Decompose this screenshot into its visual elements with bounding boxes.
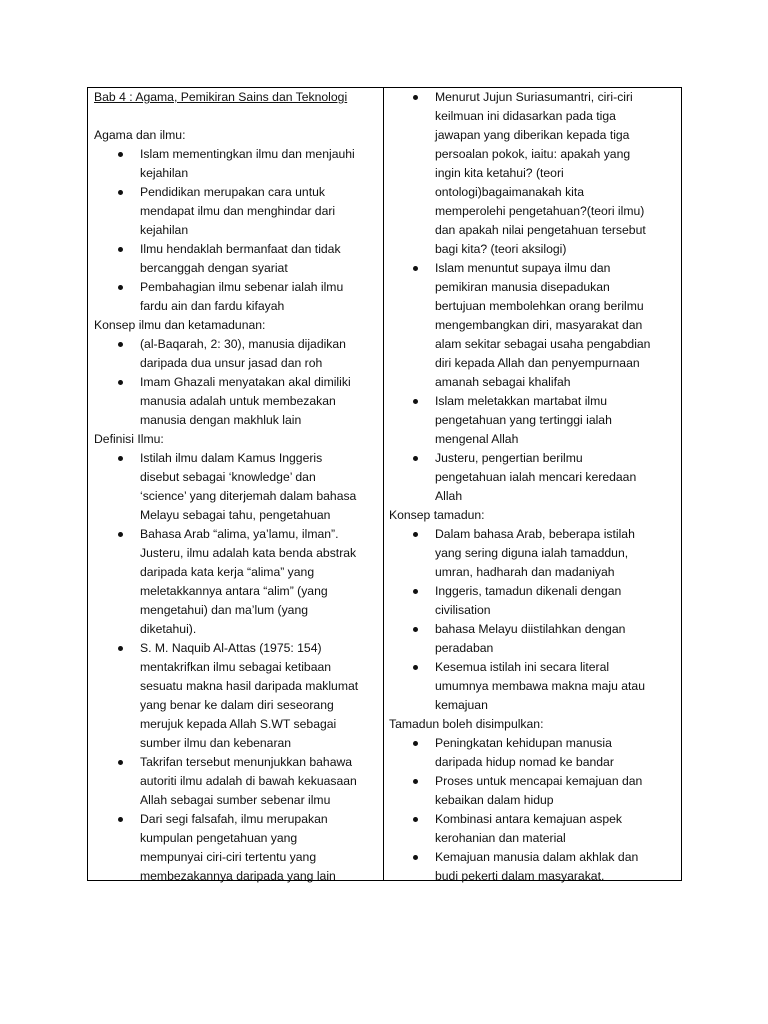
list-item-line: memperolehi pengetahuan?(teori ilmu) [435,204,645,218]
bullet-icon [118,247,123,252]
list-item-line: Dari segi falsafah, ilmu merupakan [140,812,328,826]
list-item-line: Pembahagian ilmu sebenar ialah ilmu [140,280,344,294]
list-item-line: ‘science’ yang diterjemah dalam bahasa [140,489,357,503]
bullet-icon [413,665,418,670]
list-item-line: Menurut Jujun Suriasumantri, ciri-ciri [435,90,633,104]
list-item-line: daripada kata kerja “alima” yang [140,565,315,579]
section-heading: Agama dan ilmu: [94,128,186,142]
list-item-line: bagi kita? (teori aksilogi) [435,242,567,256]
section-right-section-0 [389,88,675,506]
list-item-line: meletakkannya antara “alim” (yang [140,584,328,598]
list-item-line: umumnya membawa makna maju atau [435,679,645,693]
list-item-line: Pendidikan merupakan cara untuk [140,185,325,199]
bullet-icon [413,456,418,461]
list-item-line: autoriti ilmu adalah di bawah kekuasaan [140,774,357,788]
list-item-line: (al-Baqarah, 2: 30), manusia dijadikan [140,337,346,351]
bullet-list [389,734,675,886]
list-item-line: Ilmu hendaklah bermanfaat dan tidak [140,242,341,256]
list-item-line: persoalan pokok, iaitu: apakah yang [435,147,631,161]
list-item-line: Proses untuk mencapai kemajuan dan [435,774,643,788]
list-item-line: yang sering diguna ialah tamaddun, [435,546,629,560]
list-item-line: bercanggah dengan syariat [140,261,288,275]
list-item-line: Kemajuan manusia dalam akhlak dan [435,850,639,864]
list-item-line: manusia adalah untuk membezakan [140,394,336,408]
list-item-line: keilmuan ini didasarkan pada tiga [435,109,616,123]
list-item [94,278,377,316]
list-item [94,525,377,639]
section-heading: Konsep tamadun: [389,508,485,522]
list-item-line: bahasa Melayu diistilahkan dengan [435,622,626,636]
list-item-line: pemikiran manusia disepadukan [435,280,610,294]
list-item-line: fardu ain dan fardu kifayah [140,299,285,313]
bullet-icon [413,399,418,404]
list-item [94,810,377,886]
list-item-line: dan apakah nilai pengetahuan tersebut [435,223,646,237]
list-item-line: ingin kita ketahui? (teori [435,166,564,180]
bullet-list [94,449,377,886]
list-item-line: kebaikan dalam hidup [435,793,554,807]
section-tamadun-boleh-disimpulkan [389,715,675,886]
list-item [389,620,675,658]
list-item-line: alam sekitar sebagai usaha pengabdian [435,337,651,351]
bullet-icon [118,152,123,157]
bullet-icon [118,285,123,290]
list-item [389,392,675,449]
list-item-line: ontologi)bagaimanakah kita [435,185,585,199]
list-item [389,449,675,506]
bullet-icon [118,817,123,822]
list-item-line: Bahasa Arab “alima, ya’lamu, ilman”. [140,527,339,541]
list-item [389,259,675,392]
list-item-line: S. M. Naquib Al-Attas (1975: 154) [140,641,322,655]
list-item-line: Istilah ilmu dalam Kamus Inggeris [140,451,323,465]
bullet-icon [118,646,123,651]
list-item-line: Justeru, pengertian berilmu [435,451,583,465]
list-item-line: Imam Ghazali menyatakan akal dimiliki [140,375,351,389]
list-item-line: diri kepada Allah dan penyempurnaan [435,356,640,370]
list-item-line: mendapat ilmu dan menghindar dari [140,204,336,218]
bullet-icon [413,817,418,822]
list-item-line: kumpulan pengetahuan yang [140,831,298,845]
list-item-line: membezakannya daripada yang lain [140,869,336,883]
list-item-line: civilisation [435,603,491,617]
list-item [389,582,675,620]
list-item-line: kejahilan [140,166,189,180]
bullet-icon [118,760,123,765]
bullet-icon [413,589,418,594]
list-item-line: Allah [435,489,463,503]
list-item-line: Inggeris, tamadun dikenali dengan [435,584,622,598]
list-item [94,753,377,810]
list-item [389,734,675,772]
section-heading: Tamadun boleh disimpulkan: [389,717,544,731]
list-item-line: amanah sebagai khalifah [435,375,571,389]
list-item-line: jawapan yang diberikan kepada tiga [435,128,630,142]
bullet-icon [118,456,123,461]
list-item-line: Kesemua istilah ini secara literal [435,660,610,674]
list-item-line: mentakrifkan ilmu sebagai ketibaan [140,660,332,674]
bullet-icon [413,95,418,100]
section-heading: Definisi Ilmu: [94,432,164,446]
section-heading: Konsep ilmu dan ketamadunan: [94,318,266,332]
list-item-line: bertujuan membolehkan orang berilmu [435,299,644,313]
list-item [389,88,675,259]
list-item-line: kejahilan [140,223,189,237]
bullet-list [389,88,675,506]
list-item [94,639,377,753]
list-item-line: sesuatu makna hasil daripada maklumat [140,679,359,693]
bullet-icon [118,380,123,385]
list-item-line: Kombinasi antara kemajuan aspek [435,812,622,826]
bullet-icon [413,741,418,746]
list-item-line: kerohanian dan material [435,831,566,845]
list-item-line: yang benar ke dalam diri seseorang [140,698,334,712]
list-item [94,449,377,525]
list-item-line: mengembangkan diri, masyarakat dan [435,318,643,332]
list-item [94,373,377,430]
list-item-line: mengetahui) dan ma’lum (yang [140,603,309,617]
list-item-line: diketahui). [140,622,197,636]
notes-table [87,87,682,881]
right-column [384,88,681,883]
list-item-line: merujuk kepada Allah S.WT sebagai [140,717,337,731]
list-item-line: peradaban [435,641,494,655]
list-item-line: daripada dua unsur jasad dan roh [140,356,323,370]
bullet-icon [413,266,418,271]
list-item-line: pengetahuan yang tertinggi ialah [435,413,612,427]
list-item-line: budi pekerti dalam masyarakat. [435,869,605,883]
left-column [88,88,384,883]
list-item [389,658,675,715]
list-item-line: Justeru, ilmu adalah kata benda abstrak [140,546,357,560]
list-item-line: Dalam bahasa Arab, beberapa istilah [435,527,635,541]
bullet-icon [413,855,418,860]
list-item-line: umran, hadharah dan madaniyah [435,565,615,579]
list-item [94,335,377,373]
list-item [389,525,675,582]
list-item-line: Allah sebagai sumber sebenar ilmu [140,793,331,807]
bullet-icon [118,342,123,347]
list-item-line: mempunyai ciri-ciri tertentu yang [140,850,317,864]
list-item [94,183,377,240]
section-definisi-ilmu [94,430,377,886]
bullet-icon [413,627,418,632]
list-item-line: pengetahuan ialah mencari keredaan [435,470,637,484]
list-item-line: Islam menuntut supaya ilmu dan [435,261,611,275]
bullet-icon [118,532,123,537]
chapter-title: Bab 4 : Agama, Pemikiran Sains dan Teknologi [94,90,348,104]
list-item-line: Takrifan tersebut menunjukkan bahawa [140,755,353,769]
list-item-line: Islam meletakkan martabat ilmu [435,394,608,408]
list-item-line: daripada hidup nomad ke bandar [435,755,614,769]
list-item [389,848,675,886]
list-item [389,810,675,848]
list-item-line: Islam mementingkan ilmu dan menjauhi [140,147,355,161]
list-item [389,772,675,810]
bullet-list [94,335,377,430]
list-item-line: sumber ilmu dan kebenaran [140,736,292,750]
list-item-line: Melayu sebagai tahu, pengetahuan [140,508,331,522]
list-item-line: kemajuan [435,698,488,712]
section-konsep-tamadun [389,506,675,715]
list-item [94,240,377,278]
list-item-line: disebut sebagai ‘knowledge’ dan [140,470,316,484]
list-item-line: mengenal Allah [435,432,519,446]
bullet-list [389,525,675,715]
list-item-line: Peningkatan kehidupan manusia [435,736,612,750]
bullet-icon [413,532,418,537]
bullet-list [94,145,377,316]
bullet-icon [413,779,418,784]
section-agama-dan-ilmu [94,126,377,316]
list-item-line: manusia dengan makhluk lain [140,413,302,427]
bullet-icon [118,190,123,195]
list-item [94,145,377,183]
section-konsep-ilmu-dan-ketamadunan [94,316,377,430]
